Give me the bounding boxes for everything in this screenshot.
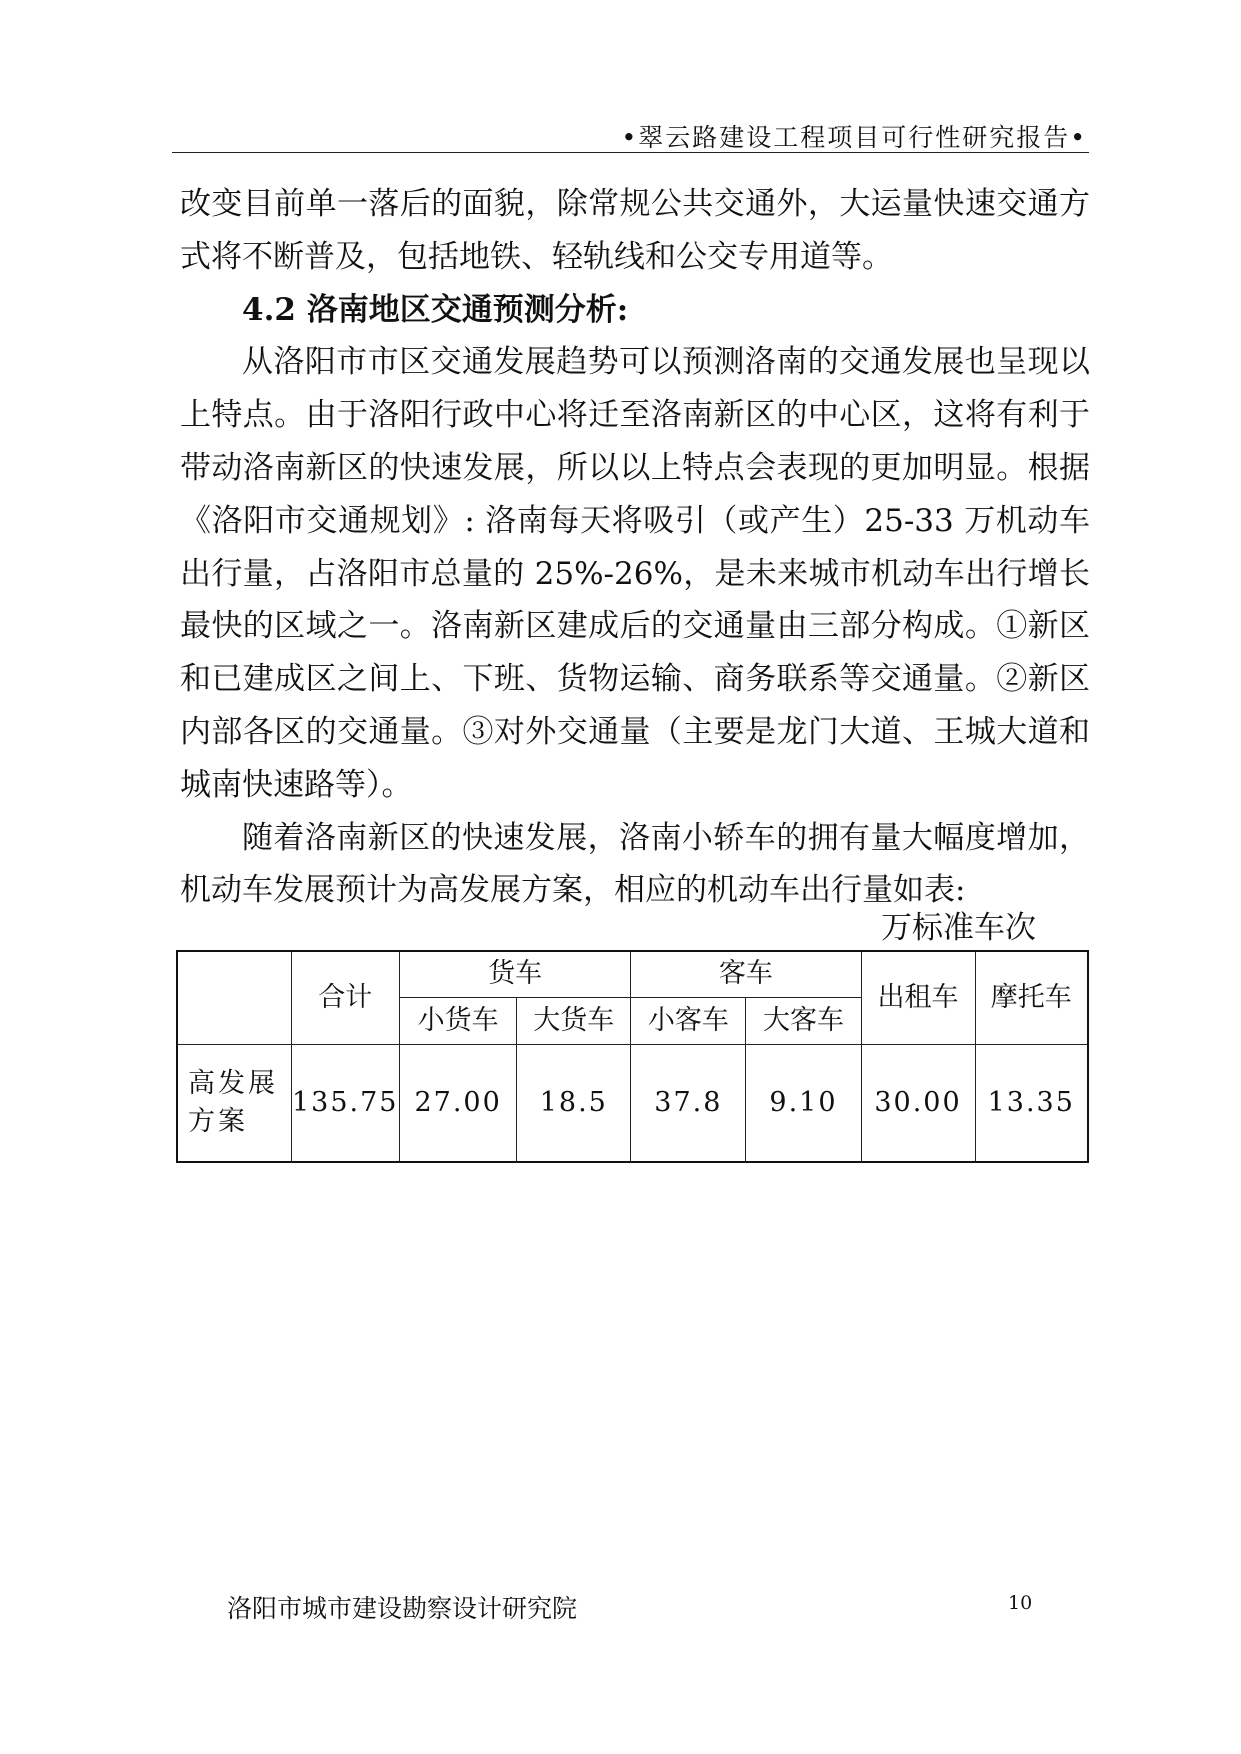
traffic-volume-table [176,950,1089,1163]
footer-organization: 洛阳市城市建设勘察设计研究院 [227,1594,578,1623]
cell-taxi: 30.00 [861,1044,975,1162]
table-corner-cell [177,951,291,1044]
page-number: 10 [1008,1592,1033,1614]
paragraph-continued: 改变目前单一落后的面貌，除常规公共交通外，大运量快速交通方式将不断普及，包括地铁、轻轨线和公交专用道等。 [180,186,1090,275]
header-truck-group: 货车 [399,951,630,997]
table-unit-note: 万标准车次 [881,910,1036,946]
header-large-truck: 大货车 [517,997,631,1044]
cell-total: 135.75 [291,1044,399,1162]
row-label: 高发展方案 [177,1044,291,1162]
section-heading: 4.2 洛南地区交通预测分析: [242,291,629,328]
header-bus-group: 客车 [631,951,861,997]
paragraph-forecast: 从洛阳市市区交通发展趋势可以预测洛南的交通发展也呈现以上特点。由于洛阳行政中心将迁至洛南新区的中心区，这将有利于带动洛南新区的快速发展，所以以上特点会表现的更加明显。根据《洛阳市交通规划》: 洛南每天将吸引（或产生）25-33 万机动车出行量，占洛阳市总量的 25%-26%，是未来城市机动车出行增长最快的区域之一。洛南新区建成后的交通量由三部分构成。①新区和已建成区之间上、下班、货物运输、商务联系等交通量。②新区内部各区的交通量。③对外交通量（主要是龙门大道、王城大道和城南快速路等）。 [180,344,1090,803]
cell-small-bus: 37.8 [631,1044,746,1162]
table-row [177,1044,1088,1162]
header-taxi: 出租车 [861,951,975,1044]
header-small-truck: 小货车 [399,997,516,1044]
cell-large-truck: 18.5 [517,1044,631,1162]
paragraph-development: 随着洛南新区的快速发展，洛南小轿车的拥有量大幅度增加，机动车发展预计为高发展方案，相应的机动车出行量如表: [180,819,1090,909]
cell-large-bus: 9.10 [746,1044,861,1162]
header-small-bus: 小客车 [631,997,746,1044]
header-motorcycle: 摩托车 [975,951,1088,1044]
document-body [180,178,1090,917]
cell-small-truck: 27.00 [399,1044,516,1162]
header-rule [172,152,1089,153]
header-total: 合计 [291,951,399,1044]
header-large-bus: 大客车 [746,997,861,1044]
cell-motorcycle: 13.35 [975,1044,1088,1162]
running-header-title: •翠云路建设工程项目可行性研究报告• [621,123,1087,152]
